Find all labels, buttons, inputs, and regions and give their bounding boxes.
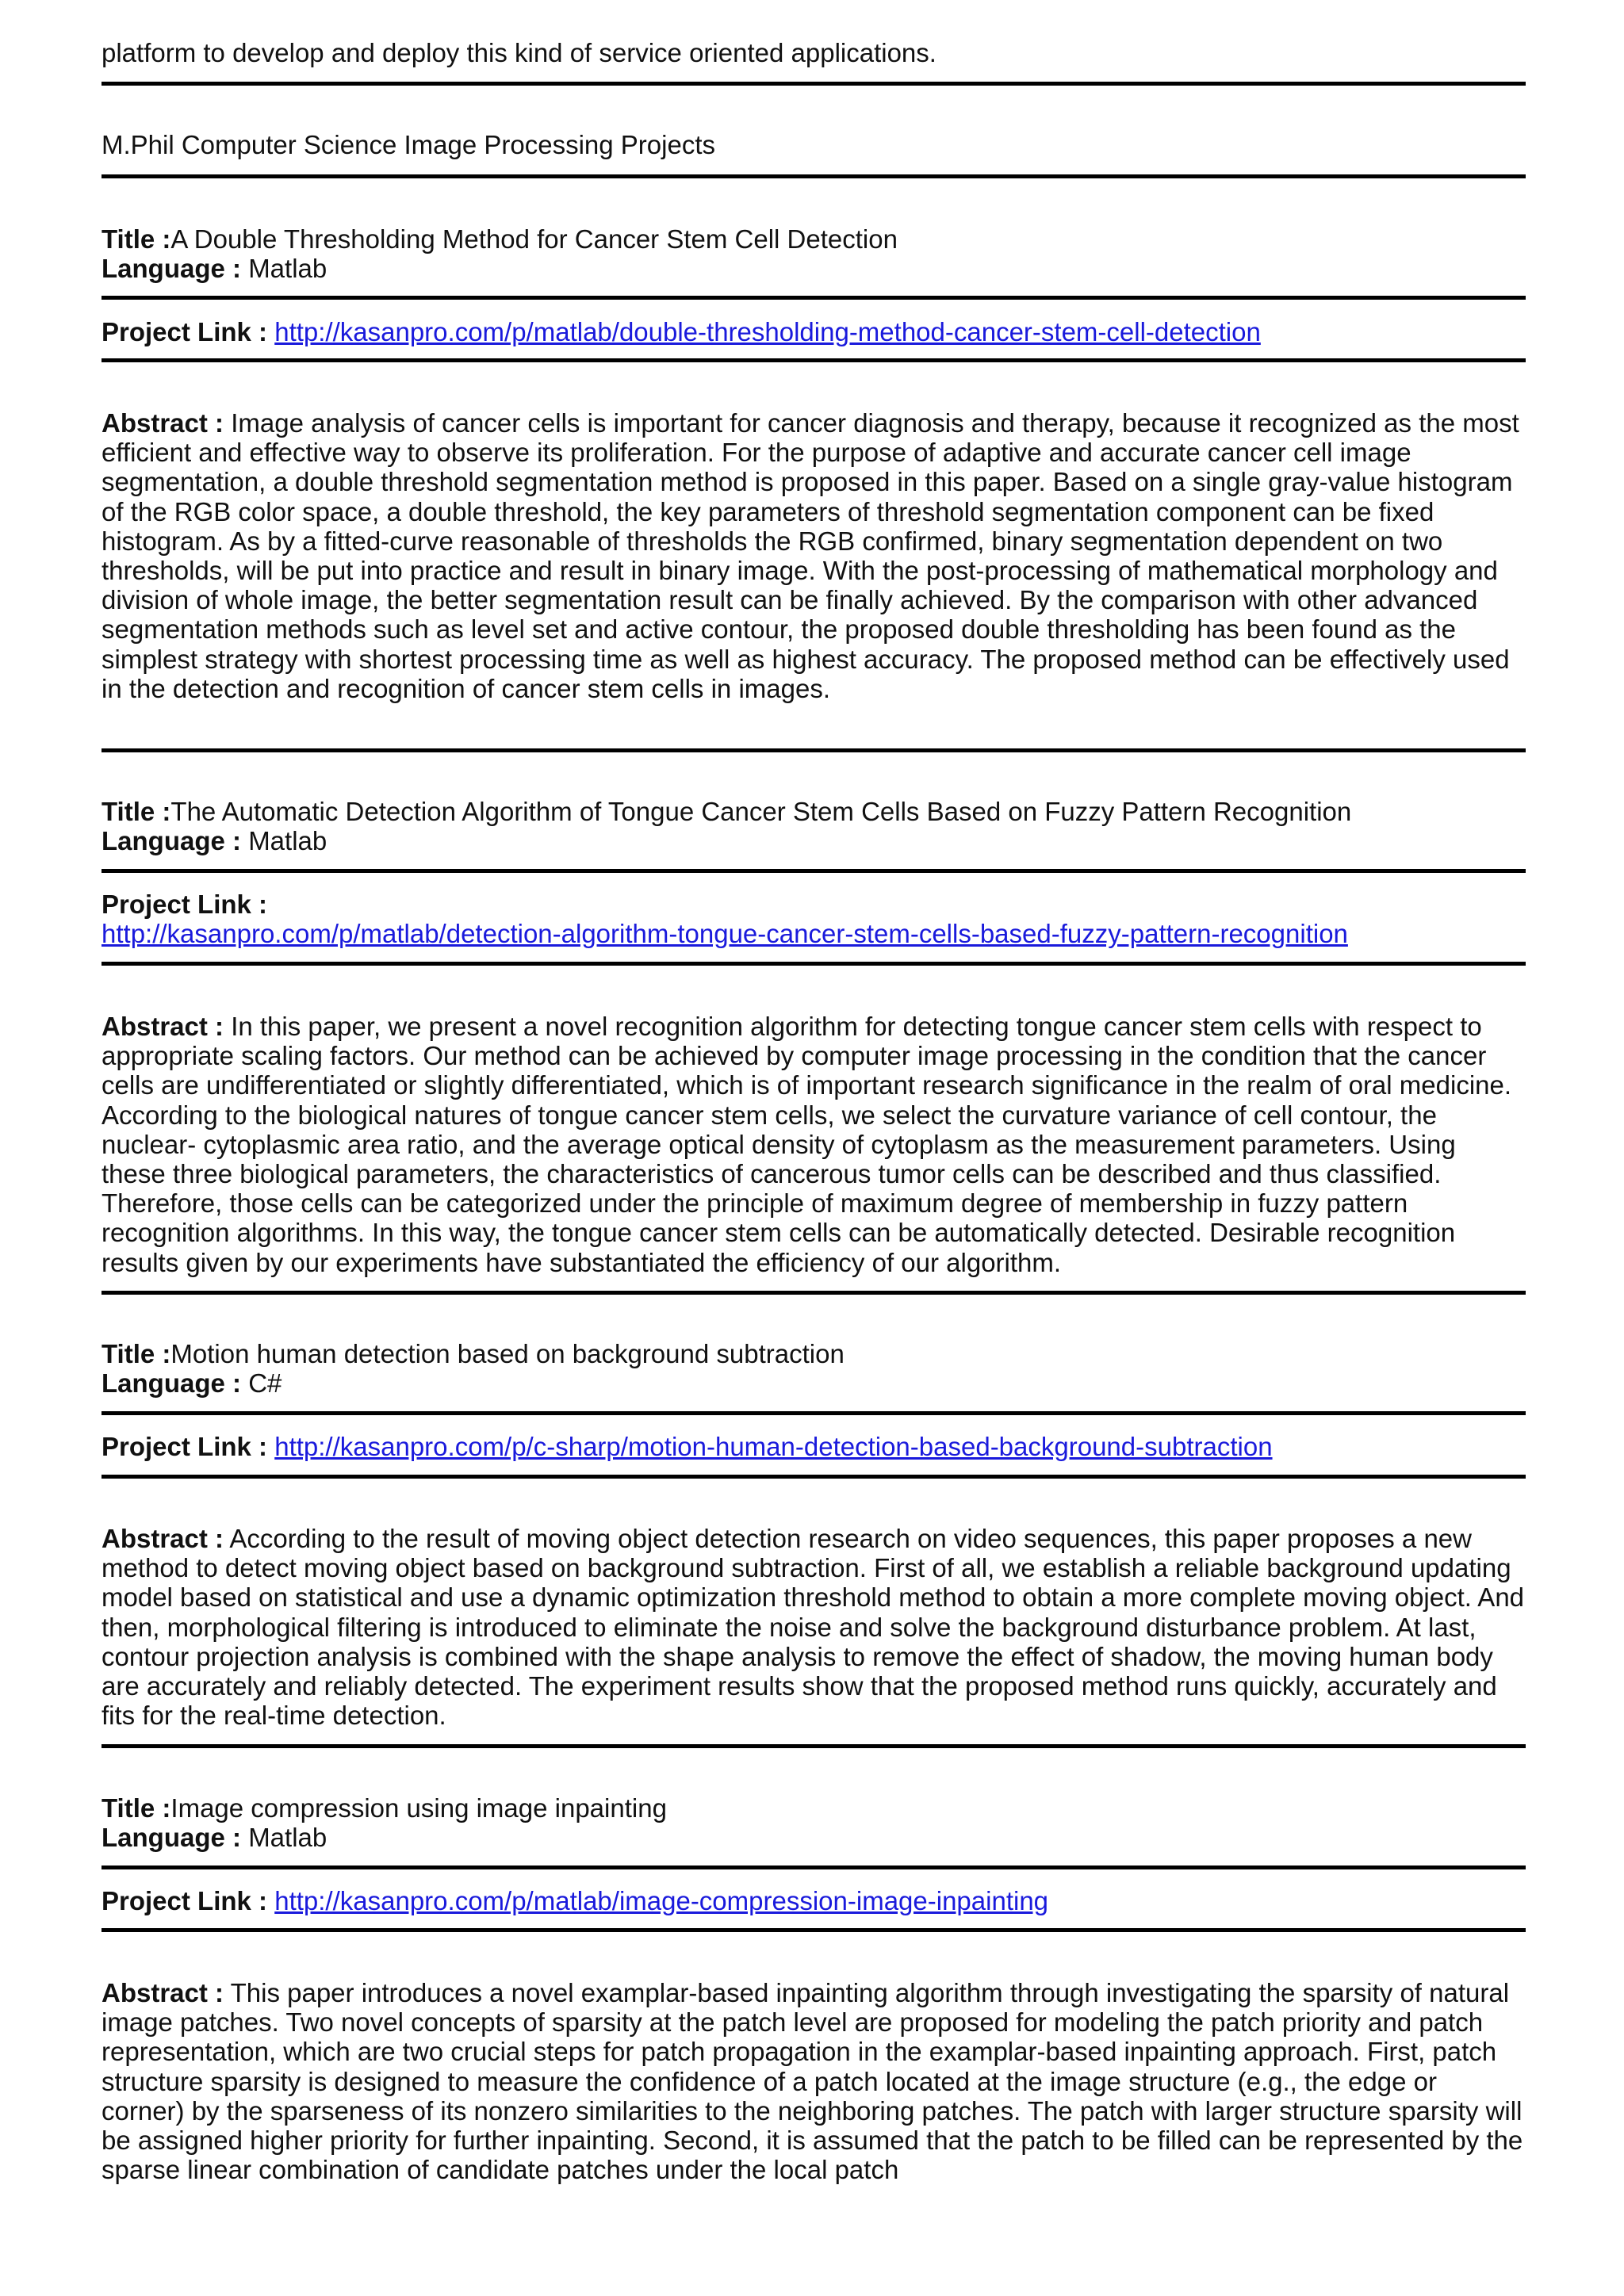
language-label: Language :: [102, 1368, 242, 1398]
divider: [102, 358, 1526, 362]
section-heading: M.Phil Computer Science Image Processing Projects: [102, 130, 715, 159]
abstract-label: Abstract :: [102, 1978, 224, 2007]
project-abstract: [102, 408, 1526, 703]
divider: [102, 962, 1526, 966]
project-link-label: Project Link :: [102, 890, 268, 919]
project-title-line: [102, 1339, 845, 1368]
project-title: Motion human detection based on background subtraction: [170, 1339, 845, 1368]
project-language-line: [102, 1823, 327, 1852]
abstract-text: Image analysis of cancer cells is important for cancer diagnosis and therapy, because it recognized as the most efficient and effective way to observe its proliferation. For the purpose of adaptive and accurate cancer cell image segmentation, a double threshold segmentation method is proposed in this paper. Based on a single gray-value histogram of the RGB color space, a double threshold, the key parameters of threshold segmentation component can be fixed histogram. As by a fitted-curve reasonable of thresholds the RGB confirmed, binary segmentation dependent on two thresholds, will be put into practice and result in binary image. With the post-processing of mathematical morphology and division of whole image, the better segmentation result can be finally achieved. By the comparison with other advanced segmentation methods such as level set and active contour, the proposed double thresholding has been found as the simplest strategy with shortest processing time as well as highest accuracy. The proposed method can be effectively used in the detection and recognition of cancer stem cells in images.: [102, 408, 1519, 703]
project-language: Matlab: [248, 1823, 327, 1852]
project-abstract: [102, 1978, 1526, 2184]
language-label: Language :: [102, 254, 242, 283]
project-title-line: [102, 797, 1351, 826]
project-title-line: [102, 1793, 667, 1823]
language-label: Language :: [102, 826, 242, 855]
project-link[interactable]: http://kasanpro.com/p/matlab/detection-algorithm-tongue-cancer-stem-cells-based-fuzzy-pattern-recognition: [102, 919, 1348, 948]
title-label: Title :: [102, 797, 171, 826]
project-link-line: [102, 1432, 1273, 1461]
project-abstract: [102, 1524, 1526, 1730]
project-link-label: Project Link :: [102, 1432, 268, 1461]
project-language: Matlab: [248, 254, 327, 283]
project-language-line: [102, 826, 327, 855]
project-title: A Double Thresholding Method for Cancer Stem Cell Detection: [170, 224, 898, 254]
abstract-label: Abstract :: [102, 1012, 224, 1041]
project-link-line: [102, 919, 1348, 948]
abstract-text: This paper introduces a novel examplar-based inpainting algorithm through investigating the sparsity of natural image patches. Two novel concepts of sparsity at the patch level are proposed for modeling the patch priority and patch representation, which are two crucial steps for patch propagation in the examplar-based inpainting approach. First, patch structure sparsity is designed to measure the confidence of a patch located at the image structure (e.g., the edge or corner) by the sparseness of its nonzero similarities to the neighboring patches. The patch with larger structure sparsity will be assigned higher priority for further inpainting. Second, it is assumed that the patch to be filled can be represented by the sparse linear combination of candidate patches under the local patch: [102, 1978, 1523, 2185]
abstract-text: In this paper, we present a novel recognition algorithm for detecting tongue cancer stem cells with respect to appropriate scaling factors. Our method can be achieved by computer image processing in the condition that the cancer cells are undifferentiated or slightly differentiated, which is of important research significance in the realm of oral medicine. According to the biological natures of tongue cancer stem cells, we select the curvature variance of cell contour, the nuclear- cytoplasmic area ratio, and the average optical density of cytoplasm as the measurement parameters. Using these three biological parameters, the characteristics of cancerous tumor cells can be described and thus classified. Therefore, those cells can be categorized under the principle of maximum degree of membership in fuzzy pattern recognition algorithms. In this way, the tongue cancer stem cells can be automatically detected. Desirable recognition results given by our experiments have substantiated the efficiency of our algorithm.: [102, 1012, 1512, 1277]
project-link-line: [102, 1886, 1048, 1915]
title-label: Title :: [102, 1339, 171, 1368]
project-language: Matlab: [248, 826, 327, 855]
abstract-label: Abstract :: [102, 1524, 224, 1553]
divider: [102, 748, 1526, 752]
divider: [102, 1866, 1526, 1869]
project-language-line: [102, 254, 327, 283]
project-language-line: [102, 1368, 282, 1398]
project-title: The Automatic Detection Algorithm of Tongue Cancer Stem Cells Based on Fuzzy Pattern Recognition: [170, 797, 1352, 826]
divider: [102, 1928, 1526, 1932]
divider: [102, 82, 1526, 86]
divider: [102, 174, 1526, 178]
language-label: Language :: [102, 1823, 242, 1852]
title-label: Title :: [102, 224, 171, 254]
project-link[interactable]: http://kasanpro.com/p/matlab/image-compression-image-inpainting: [274, 1886, 1049, 1915]
divider: [102, 296, 1526, 300]
project-link[interactable]: http://kasanpro.com/p/matlab/double-thresholding-method-cancer-stem-cell-detection: [274, 317, 1261, 346]
project-title: Image compression using image inpainting: [170, 1793, 667, 1823]
project-link-line: [102, 317, 1261, 346]
divider: [102, 1411, 1526, 1415]
abstract-label: Abstract :: [102, 408, 224, 438]
project-abstract: [102, 1012, 1526, 1277]
divider: [102, 1744, 1526, 1748]
title-label: Title :: [102, 1793, 171, 1823]
project-link-label: Project Link :: [102, 317, 268, 346]
project-title-line: [102, 224, 898, 254]
project-link-label: Project Link :: [102, 1886, 268, 1915]
divider: [102, 1475, 1526, 1479]
project-language: C#: [248, 1368, 282, 1398]
abstract-text: According to the result of moving object detection research on video sequences, this paper proposes a new method to detect moving object based on background subtraction. First of all, we establish a reliable background updating model based on statistical and use a dynamic optimization threshold method to obtain a more complete moving object. And then, morphological filtering is introduced to eliminate the noise and solve the background disturbance problem. At last, contour projection analysis is combined with the shape analysis to remove the effect of shadow, the moving human body are accurately and reliably detected. The experiment results show that the proposed method runs quickly, accurately and fits for the real-time detection.: [102, 1524, 1525, 1731]
divider: [102, 1291, 1526, 1295]
intro-tail: platform to develop and deploy this kind of service oriented applications.: [102, 38, 936, 67]
project-link[interactable]: http://kasanpro.com/p/c-sharp/motion-human-detection-based-background-subtraction: [274, 1432, 1273, 1461]
project-link-line: [102, 890, 267, 919]
divider: [102, 869, 1526, 873]
